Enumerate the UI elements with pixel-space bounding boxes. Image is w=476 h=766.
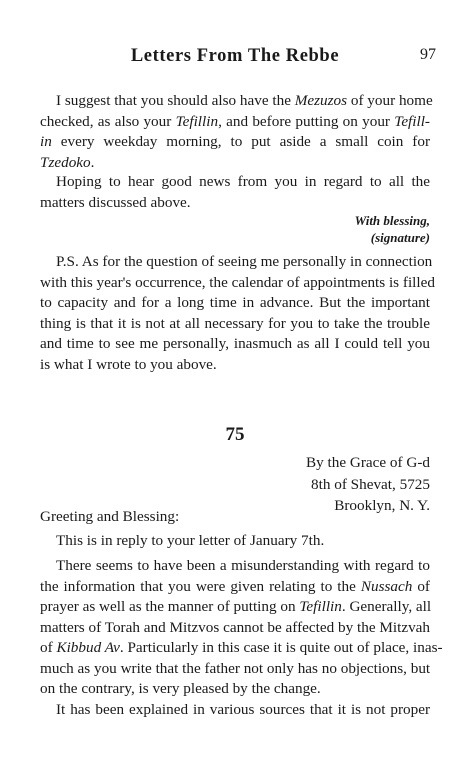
text-line: matters discussed above.	[40, 193, 191, 211]
dateline-place: Brooklyn, N. Y.	[334, 497, 430, 514]
closing-blessing: With blessing,	[354, 213, 430, 228]
text-line: much as you write that the father not only has no objections, but	[40, 659, 431, 677]
text-line: P.S. As for the question of seeing me personally in connection	[56, 253, 433, 270]
text-line: on the contrary, is very pleased by the change.	[40, 680, 321, 697]
text-line: the information that you were given relating to the Nussach of	[40, 577, 430, 595]
paragraph-reply	[40, 531, 430, 552]
text-line: Hoping to hear good news from you in regard to all the	[56, 173, 430, 190]
closing-signature	[355, 212, 430, 246]
dateline-grace: By the Grace of G-d	[306, 454, 430, 471]
paragraph-sources	[40, 700, 430, 721]
text-line: I suggest that you should also have the Mezuzos of your home	[56, 92, 433, 109]
text-line: of Kibbud Av. Particularly in this case it is quite out of place, inas-	[40, 639, 443, 656]
text-line: It has been explained in various sources that it is not proper	[56, 701, 430, 718]
text-line: There seems to have been a misunderstanding with regard to	[56, 557, 430, 574]
text-line: in every weekday morning, to put aside a small coin for	[40, 133, 430, 150]
running-title: Letters From The Rebbe	[130, 46, 340, 66]
letter-number: 75	[225, 424, 245, 445]
paragraph-mezuzos	[40, 91, 433, 173]
text-line: This is in reply to your letter of January 7th.	[56, 532, 325, 549]
text-line: Greeting and Blessing:	[40, 508, 180, 525]
text-line: matters of Torah and Mitzvos cannot be affected by the Mitzvah	[40, 618, 430, 636]
text-line: thing is that it is not at all necessary for you to take the trouble	[40, 314, 430, 332]
closing-signature-note: (signature)	[370, 230, 430, 245]
text-line: is what I wrote to you above.	[40, 355, 217, 373]
page-number: 97	[420, 46, 436, 63]
text-line: Tzedoko.	[40, 153, 95, 171]
paragraph-misunderstanding	[40, 556, 443, 700]
greeting	[40, 507, 430, 528]
paragraph-hoping	[40, 172, 430, 213]
text-line: prayer as well as the manner of putting on Tefillin. Generally, all	[40, 598, 432, 615]
page-header	[40, 46, 436, 72]
text-line: to capacity and for a long time in advance. But the important	[40, 294, 430, 311]
text-line: with this year's occurrence, the calendar of appointments is filled	[40, 273, 435, 291]
text-line: checked, as also your Tefillin, and before putting on your Tefill-	[40, 112, 430, 130]
paragraph-postscript	[40, 252, 435, 375]
text-line: and time to see me personally, inasmuch as all I could tell you	[40, 335, 430, 352]
dateline-date: 8th of Shevat, 5725	[311, 475, 430, 493]
